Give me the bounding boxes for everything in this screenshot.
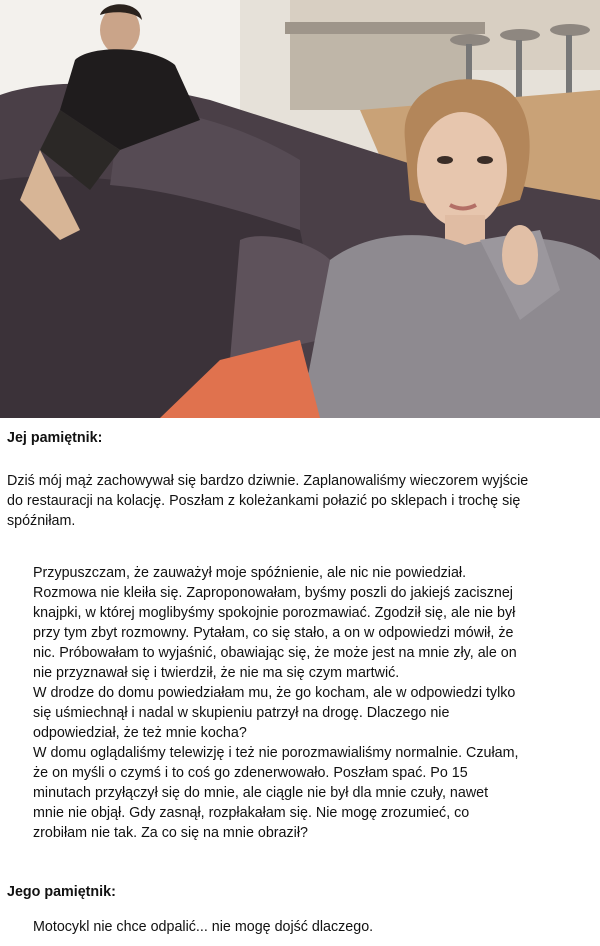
diary-line: odpowiedział, że też mnie kocha? xyxy=(33,725,247,741)
diary-line: mnie nie objął. Gdy zasnął, rozpłakałam się. Nie mogę zrozumieć, co xyxy=(33,805,470,821)
diary-line: W drodze do domu powiedziałam mu, że go kocham, ale w odpowiedzi tylko xyxy=(33,685,516,701)
diary-paragraph xyxy=(33,563,600,843)
diary-line: że on myśli o czymś i to coś go zdenerwowało. Poszłam spać. Po 15 xyxy=(33,765,468,781)
diary-line: W domu oglądaliśmy telewizję i też nie porozmawialiśmy normalnie. Czułam, xyxy=(33,745,519,761)
diary-line: się uśmiechnął i nadal w skupieniu patrzył na drogę. Dlaczego nie xyxy=(33,705,450,721)
couple-photo xyxy=(0,0,600,418)
diary-line: zrobiłam nie tak. Za co się na mnie obraził? xyxy=(33,825,308,841)
his-diary-text: Motocykl nie chce odpalić... nie mogę dojść dlaczego. xyxy=(33,919,374,935)
couple-illustration xyxy=(0,0,600,418)
diary-line: knajpki, w której moglibyśmy spokojnie porozmawiać. Zgodził się, ale nie był xyxy=(33,605,516,621)
intro-line: do restauracji na kolację. Poszłam z koleżankami połazić po sklepach i trochę się xyxy=(7,493,521,509)
intro-line: Dziś mój mąż zachowywał się bardzo dziwnie. Zaplanowaliśmy wieczorem wyjście xyxy=(7,473,529,489)
diary-line: Rozmowa nie kleiła się. Zaproponowałam, byśmy poszli do jakiejś zacisznej xyxy=(33,585,513,601)
intro-line: spóźniłam. xyxy=(7,513,76,529)
diary-line: nic. Próbowałam to wyjaśnić, obawiając się, że może jest na mnie zły, ale on xyxy=(33,645,517,661)
her-diary-heading: Jej pamiętnik: xyxy=(7,430,103,446)
his-diary-heading: Jego pamiętnik: xyxy=(7,884,116,900)
diary-line: nie przyznawał się i twierdził, że nie ma się czym martwić. xyxy=(33,665,400,681)
diary-line: przy tym zbyt rozmowny. Pytałam, co się stało, a on w odpowiedzi mówił, że xyxy=(33,625,514,641)
diary-line: minutach przyłączył się do mnie, ale ciągle nie był dla mnie czuły, nawet xyxy=(33,785,489,801)
intro-paragraph xyxy=(7,471,600,531)
diary-line: Przypuszczam, że zauważył moje spóźnienie, ale nic nie powiedział. xyxy=(33,565,467,581)
